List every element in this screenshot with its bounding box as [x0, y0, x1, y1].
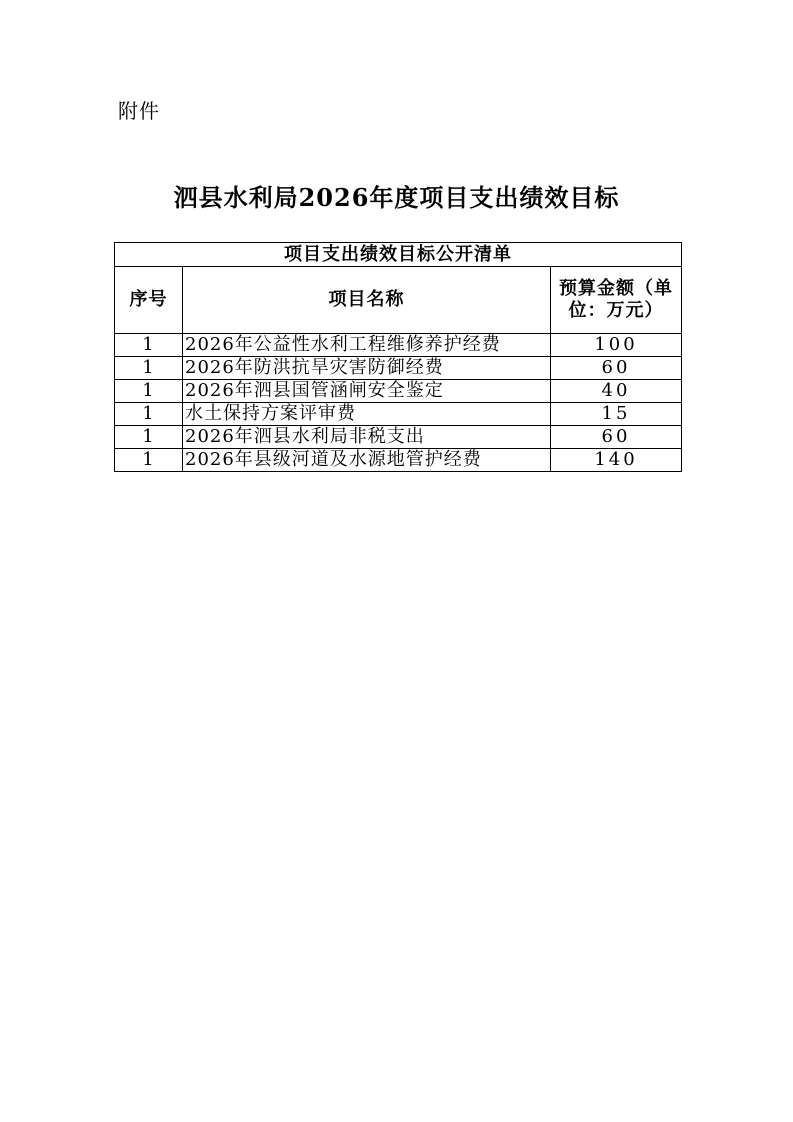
row-budget-amount: 60: [551, 426, 682, 449]
row-budget-amount: 100: [551, 334, 682, 357]
table-row: [115, 357, 682, 380]
row-budget-amount: 40: [551, 380, 682, 403]
table-caption: 项目支出绩效目标公开清单: [115, 243, 682, 267]
table-row: [115, 334, 682, 357]
table-row: [115, 426, 682, 449]
row-seq: 1: [115, 357, 183, 380]
row-budget-amount: 15: [551, 403, 682, 426]
table-header-row: [115, 267, 682, 334]
row-budget-amount: 140: [551, 449, 682, 472]
row-project-name: 2026年泗县水利局非税支出: [183, 426, 551, 449]
row-budget-amount: 60: [551, 357, 682, 380]
row-project-name: 2026年公益性水利工程维修养护经费: [183, 334, 551, 357]
row-seq: 1: [115, 426, 183, 449]
row-seq: 1: [115, 380, 183, 403]
row-project-name: 2026年泗县国管涵闸安全鉴定: [183, 380, 551, 403]
document-title: 泗县水利局2026年度项目支出绩效目标: [173, 183, 620, 212]
row-seq: 1: [115, 449, 183, 472]
row-seq: 1: [115, 334, 183, 357]
header-budget-amount: 预算金额（单位：万元）: [551, 267, 682, 334]
row-project-name: 2026年县级河道及水源地管护经费: [183, 449, 551, 472]
table-row: [115, 380, 682, 403]
row-project-name: 水土保持方案评审费: [183, 403, 551, 426]
row-seq: 1: [115, 403, 183, 426]
table-row: [115, 403, 682, 426]
attachment-label: 附件: [118, 99, 160, 123]
header-project-name: 项目名称: [183, 267, 551, 334]
row-project-name: 2026年防洪抗旱灾害防御经费: [183, 357, 551, 380]
performance-target-table: [114, 242, 682, 472]
header-seq: 序号: [115, 267, 183, 334]
table-caption-row: [115, 243, 682, 267]
table-row: [115, 449, 682, 472]
